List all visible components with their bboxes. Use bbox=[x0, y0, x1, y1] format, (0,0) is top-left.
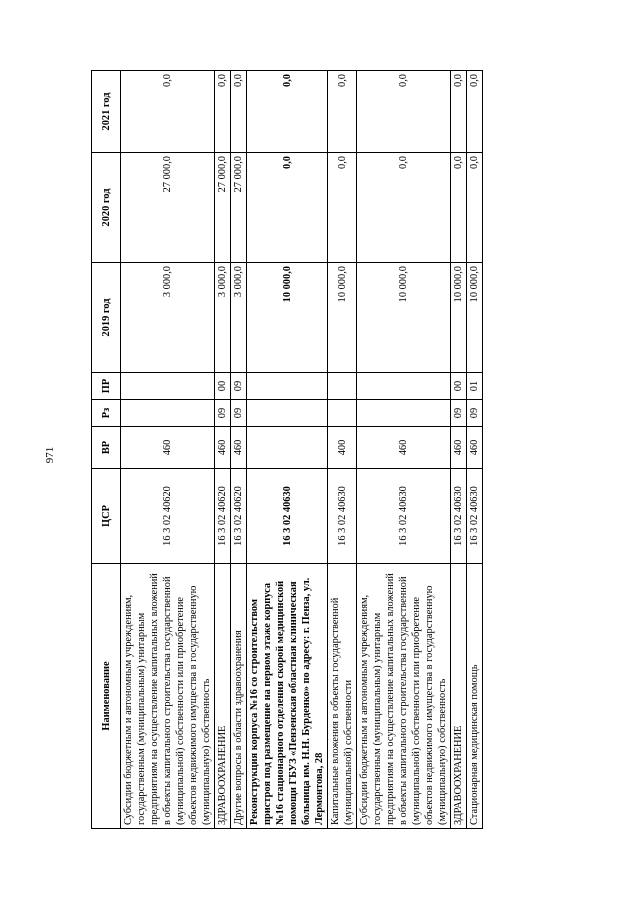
header-pr: ПР bbox=[92, 373, 121, 400]
cell-rz: 09 bbox=[215, 400, 231, 427]
cell-name: Другие вопросы в области здравоохранения bbox=[231, 564, 247, 829]
cell-pr bbox=[328, 373, 357, 400]
cell-rz bbox=[328, 400, 357, 427]
cell-y2021: 0,0 bbox=[247, 71, 328, 153]
cell-y2019: 10 000,0 bbox=[451, 263, 467, 373]
cell-y2019: 3 000,0 bbox=[121, 263, 215, 373]
page-number: 971 bbox=[44, 446, 56, 464]
cell-rz: 09 bbox=[451, 400, 467, 427]
cell-y2019: 10 000,0 bbox=[467, 263, 483, 373]
cell-pr: 01 bbox=[467, 373, 483, 400]
cell-rz bbox=[247, 400, 328, 427]
cell-vr: 460 bbox=[121, 427, 215, 469]
cell-pr: 00 bbox=[451, 373, 467, 400]
header-vr: ВР bbox=[92, 427, 121, 469]
table-row bbox=[357, 71, 451, 829]
cell-csr: 16 3 02 40620 bbox=[231, 469, 247, 564]
cell-y2021: 0,0 bbox=[467, 71, 483, 153]
cell-name: ЗДРАВООХРАНЕНИЕ bbox=[451, 564, 467, 829]
cell-y2020: 0,0 bbox=[247, 153, 328, 263]
cell-y2020: 27 000,0 bbox=[121, 153, 215, 263]
cell-y2021: 0,0 bbox=[328, 71, 357, 153]
cell-pr bbox=[357, 373, 451, 400]
table-row bbox=[231, 71, 247, 829]
cell-name: Субсидии бюджетным и автономным учреждениям, государственным (муниципальным) унитарным предприятиям на осуществление капитальных вложений в объекты капитального строительства государственной (муниципальной) собственности или приобретение объектов недвижимого имущества в государственную (муниципальную) собственность bbox=[357, 564, 451, 829]
cell-csr: 16 3 02 40630 bbox=[357, 469, 451, 564]
cell-vr: 460 bbox=[357, 427, 451, 469]
budget-table bbox=[91, 70, 483, 829]
header-csr: ЦСР bbox=[92, 469, 121, 564]
cell-y2021: 0,0 bbox=[121, 71, 215, 153]
cell-csr: 16 3 02 40630 bbox=[467, 469, 483, 564]
header-2020: 2020 год bbox=[92, 153, 121, 263]
cell-rz bbox=[121, 400, 215, 427]
cell-name: Стационарная медицинская помощь bbox=[467, 564, 483, 829]
cell-y2019: 10 000,0 bbox=[247, 263, 328, 373]
cell-vr: 460 bbox=[467, 427, 483, 469]
cell-csr: 16 3 02 40620 bbox=[121, 469, 215, 564]
cell-vr: 460 bbox=[451, 427, 467, 469]
cell-y2020: 27 000,0 bbox=[215, 153, 231, 263]
cell-y2019: 10 000,0 bbox=[357, 263, 451, 373]
header-name: Наименование bbox=[92, 564, 121, 829]
header-rz: Рз bbox=[92, 400, 121, 427]
cell-vr bbox=[247, 427, 328, 469]
header-2021: 2021 год bbox=[92, 71, 121, 153]
header-2019: 2019 год bbox=[92, 263, 121, 373]
cell-y2021: 0,0 bbox=[451, 71, 467, 153]
cell-name: Капитальные вложения в объекты государственной (муниципальной) собственности bbox=[328, 564, 357, 829]
table-row bbox=[121, 71, 215, 829]
cell-y2019: 10 000,0 bbox=[328, 263, 357, 373]
cell-name: ЗДРАВООХРАНЕНИЕ bbox=[215, 564, 231, 829]
cell-y2020: 27 000,0 bbox=[231, 153, 247, 263]
cell-y2020: 0,0 bbox=[357, 153, 451, 263]
cell-rz: 09 bbox=[467, 400, 483, 427]
cell-y2020: 0,0 bbox=[328, 153, 357, 263]
table-header-row bbox=[92, 71, 121, 829]
cell-vr: 460 bbox=[215, 427, 231, 469]
cell-name: Субсидии бюджетным и автономным учреждениям, государственным (муниципальным) унитарным предприятиям на осуществление капитальных вложений в объекты капитального строительства государственной (муниципальной) собственности или приобретение объектов недвижимого имущества в государственную (муниципальную) собственность bbox=[121, 564, 215, 829]
cell-csr: 16 3 02 40630 bbox=[328, 469, 357, 564]
cell-csr: 16 3 02 40630 bbox=[247, 469, 328, 564]
table-row bbox=[247, 71, 328, 829]
cell-vr: 400 bbox=[328, 427, 357, 469]
cell-vr: 460 bbox=[231, 427, 247, 469]
table-row bbox=[451, 71, 467, 829]
table-row bbox=[328, 71, 357, 829]
cell-rz bbox=[357, 400, 451, 427]
budget-table-sheet bbox=[91, 71, 549, 829]
cell-pr bbox=[247, 373, 328, 400]
cell-pr bbox=[121, 373, 215, 400]
cell-y2019: 3 000,0 bbox=[215, 263, 231, 373]
cell-csr: 16 3 02 40620 bbox=[215, 469, 231, 564]
cell-pr: 00 bbox=[215, 373, 231, 400]
cell-y2020: 0,0 bbox=[467, 153, 483, 263]
cell-rz: 09 bbox=[231, 400, 247, 427]
table-row bbox=[467, 71, 483, 829]
cell-y2020: 0,0 bbox=[451, 153, 467, 263]
cell-pr: 09 bbox=[231, 373, 247, 400]
cell-csr: 16 3 02 40630 bbox=[451, 469, 467, 564]
cell-name: Реконструкция корпуса №16 со строительством пристроя под размещение на первом этаже корпуса №16 стационарного отделения скорой медицинской помощи ГБУЗ «Пензенская областная клиническая больница им. Н.Н. Бурденко» по адресу: г. Пенза, ул. Лермонтова, 28 bbox=[247, 564, 328, 829]
cell-y2021: 0,0 bbox=[357, 71, 451, 153]
cell-y2021: 0,0 bbox=[231, 71, 247, 153]
cell-y2019: 3 000,0 bbox=[231, 263, 247, 373]
table-row bbox=[215, 71, 231, 829]
cell-y2021: 0,0 bbox=[215, 71, 231, 153]
